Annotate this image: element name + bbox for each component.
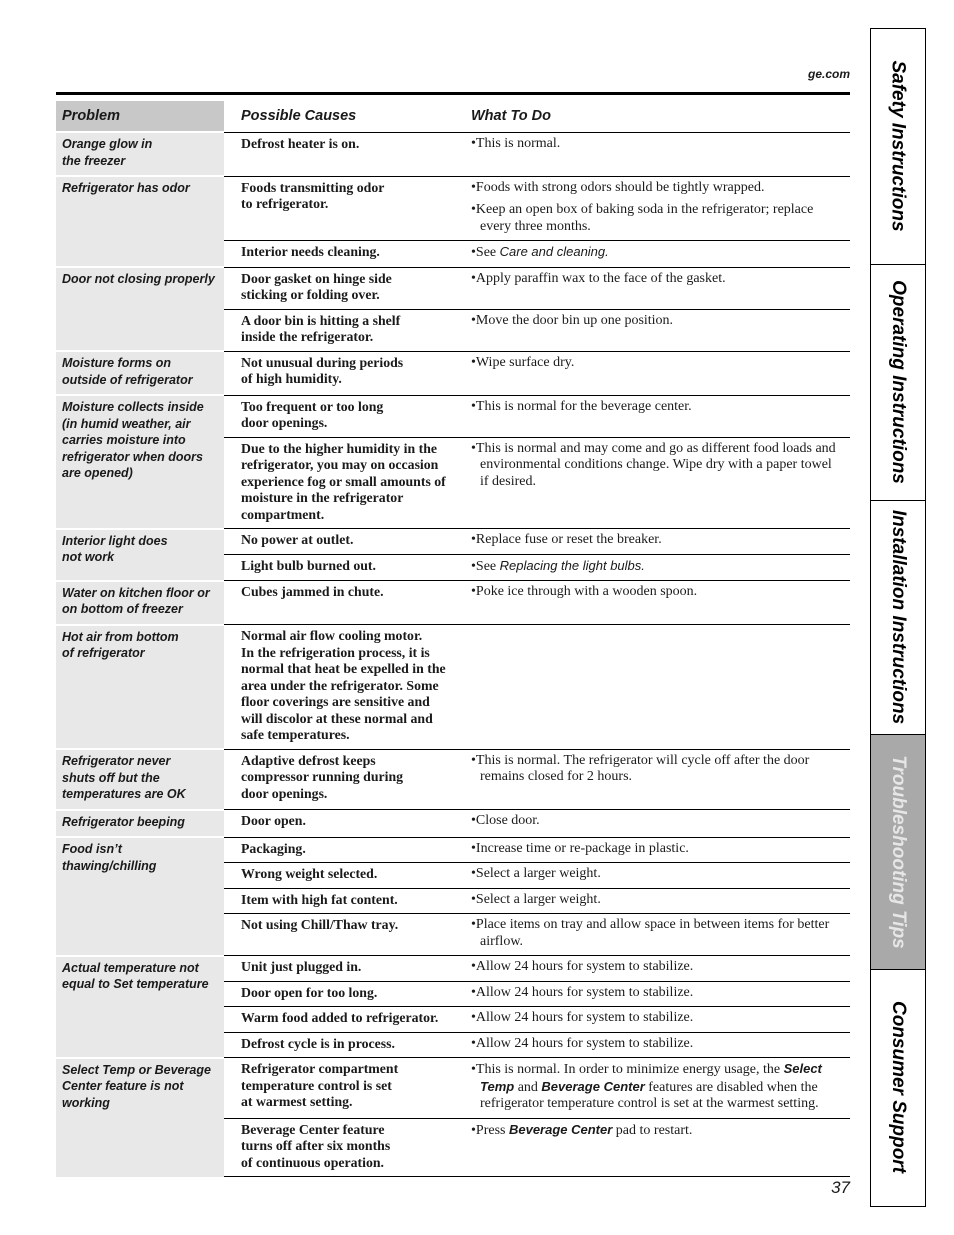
table-header [56,101,850,132]
problem-cell: Refrigerator has odor [56,176,224,267]
todo-item: •Wipe surface dry. [471,354,575,370]
table-row [56,529,850,555]
italic-reference: Care and cleaning. [499,244,609,259]
tab-label: Operating Instructions [888,280,909,485]
todo-cell [454,1058,850,1119]
cause-cell: Packaging. [224,837,454,863]
page-number: 37 [831,1178,850,1197]
cause-cell: Warm food added to refrigerator. [224,1007,454,1033]
site-url: ge.com [807,67,850,81]
todo-cell [454,351,850,395]
todo-cell [454,837,850,863]
feature-name: Select Temp [480,1061,822,1094]
todo-cell [454,437,850,529]
todo-item: •Select a larger weight. [471,866,601,881]
problem-cell: Moisture forms on outside of refrigerator [56,351,224,395]
cause-cell: Light bulb burned out. [224,554,454,581]
cause-cell: Not using Chill/Thaw tray. [224,914,454,956]
cause-cell: Not unusual during periods of high humidity. [224,351,454,395]
cause-cell: Wrong weight selected. [224,863,454,889]
tab-label: Safety Instructions [888,60,910,232]
todo-item: •This is normal and may come and go as different food loads and environmental conditions change. Wipe dry with a paper towel if desired. [471,440,836,489]
cause-cell: Unit just plugged in. [224,956,454,982]
todo-item: •Press Beverage Center pad to restart. [471,1121,693,1138]
cause-cell: No power at outlet. [224,529,454,555]
feature-name: Beverage Center [508,1121,613,1137]
todo-item: •Allow 24 hours for system to stabilize. [471,1035,694,1051]
tab-troubleshooting-tips[interactable] [871,735,925,970]
problem-cell: Door not closing properly [56,267,224,351]
todo-cell [454,863,850,889]
todo-cell [454,581,850,625]
tab-label: Troubleshooting Tips [888,754,909,949]
cause-cell: Cubes jammed in chute. [224,581,454,625]
feature-name: Beverage Center [541,1078,645,1094]
cause-cell: Normal air flow cooling motor. In the refrigeration process, it is normal that heat be expelled in the area under the refrigerator. Some floor coverings are sensitive and will discolor at these normal and safe temperatures. [224,625,454,750]
todo-cell [454,176,850,241]
todo-cell [454,395,850,437]
problem-cell: Select Temp or Beverage Center feature is not working [56,1058,224,1177]
table-row [56,395,850,437]
table-row [56,581,850,625]
todo-cell [454,888,850,914]
table-row [56,267,850,309]
header-todo: What To Do [454,101,850,132]
todo-item: •Foods with strong odors should be tightly wrapped. [471,179,765,195]
cause-cell: Foods transmitting odor to refrigerator. [224,176,454,241]
todo-item: •Move the door bin up one position. [471,312,674,328]
problem-cell: Refrigerator beeping [56,810,224,838]
todo-item: •Select a larger weight. [471,891,601,907]
todo-item: •This is normal. [471,135,561,151]
table-row [56,837,850,863]
todo-item: •Allow 24 hours for system to stabilize. [471,959,694,974]
todo-cell [454,914,850,956]
cause-cell: Door gasket on hinge side sticking or folding over. [224,267,454,309]
tab-operating-instructions[interactable] [871,265,925,501]
table-row [56,625,850,750]
todo-cell [454,810,850,838]
cause-cell: Too frequent or too long door openings. [224,395,454,437]
todo-cell [454,1118,850,1177]
cause-cell: A door bin is hitting a shelf inside the refrigerator. [224,309,454,351]
header-problem: Problem [56,101,224,132]
todo-cell [454,1032,850,1058]
section-tabs [870,28,926,1207]
todo-cell [454,132,850,176]
problem-cell: Moisture collects inside (in humid weather, air carries moisture into refrigerator when doors are opened) [56,395,224,529]
todo-cell [454,1007,850,1033]
todo-cell [454,981,850,1007]
table-row [56,749,850,810]
todo-cell [454,241,850,268]
table-row [56,176,850,241]
cause-cell: Door open for too long. [224,981,454,1007]
tab-installation-instructions[interactable] [871,501,925,735]
cause-cell: Door open. [224,810,454,838]
problem-cell: Hot air from bottom of refrigerator [56,625,224,750]
todo-cell [454,625,850,750]
table-row [56,351,850,395]
table-row [56,132,850,176]
table-row [56,956,850,982]
todo-item: •Allow 24 hours for system to stabilize. [471,984,694,1000]
table-row [56,1058,850,1119]
italic-reference: Replacing the light bulbs. [499,557,645,573]
cause-cell: Refrigerator compartment temperature control is set at warmest setting. [224,1058,454,1119]
top-rule [56,92,850,95]
todo-item: •This is normal. In order to minimize energy usage, the Select Temp and Beverage Center features are disabled when the refrigerator temperature control is set at the warmest setting. [471,1061,822,1111]
tab-label: Consumer Support [888,1001,909,1174]
tab-consumer-support[interactable] [871,970,925,1205]
problem-cell: Water on kitchen floor or on bottom of freezer [56,581,224,625]
todo-item: •Replace fuse or reset the breaker. [471,532,662,547]
todo-item: •Allow 24 hours for system to stabilize. [471,1010,694,1025]
todo-cell [454,749,850,810]
todo-cell [454,267,850,309]
todo-item: •See Care and cleaning. [471,244,609,260]
troubleshooting-table [56,101,850,1177]
todo-item: •Increase time or re-package in plastic. [471,840,689,856]
cause-cell: Adaptive defrost keeps compressor running during door openings. [224,749,454,810]
table-row [56,810,850,838]
cause-cell: Defrost cycle is in process. [224,1032,454,1058]
todo-cell [454,956,850,982]
todo-item: •Poke ice through with a wooden spoon. [471,584,698,599]
problem-cell: Interior light does not work [56,529,224,581]
todo-item: •This is normal for the beverage center. [471,398,692,414]
todo-cell [454,529,850,555]
todo-item: •Close door. [471,813,540,828]
cause-cell: Item with high fat content. [224,888,454,914]
cause-cell: Interior needs cleaning. [224,241,454,268]
problem-cell: Orange glow in the freezer [56,132,224,176]
tab-label: Installation Instructions [888,510,909,725]
todo-item: •See Replacing the light bulbs. [471,557,645,574]
problem-cell: Food isn’t thawing/chilling [56,837,224,956]
problem-cell: Actual temperature not equal to Set temperature [56,956,224,1058]
todo-cell [454,554,850,581]
header-causes: Possible Causes [224,101,454,132]
cause-cell: Beverage Center feature turns off after six months of continuous operation. [224,1118,454,1177]
todo-item: •Place items on tray and allow space in between items for better airflow. [471,917,830,949]
todo-item: •Apply paraffin wax to the face of the gasket. [471,270,726,286]
todo-cell [454,309,850,351]
problem-cell: Refrigerator never shuts off but the temperatures are OK [56,749,224,810]
cause-cell: Due to the higher humidity in the refrigerator, you may on occasion experience fog or small amounts of moisture in the refrigerator compartment. [224,437,454,529]
cause-cell: Defrost heater is on. [224,132,454,176]
tab-safety-instructions[interactable] [871,29,925,265]
todo-item: •Keep an open box of baking soda in the refrigerator; replace every three months. [471,202,814,234]
todo-item: •This is normal. The refrigerator will cycle off after the door remains closed for 2 hours. [471,752,810,784]
